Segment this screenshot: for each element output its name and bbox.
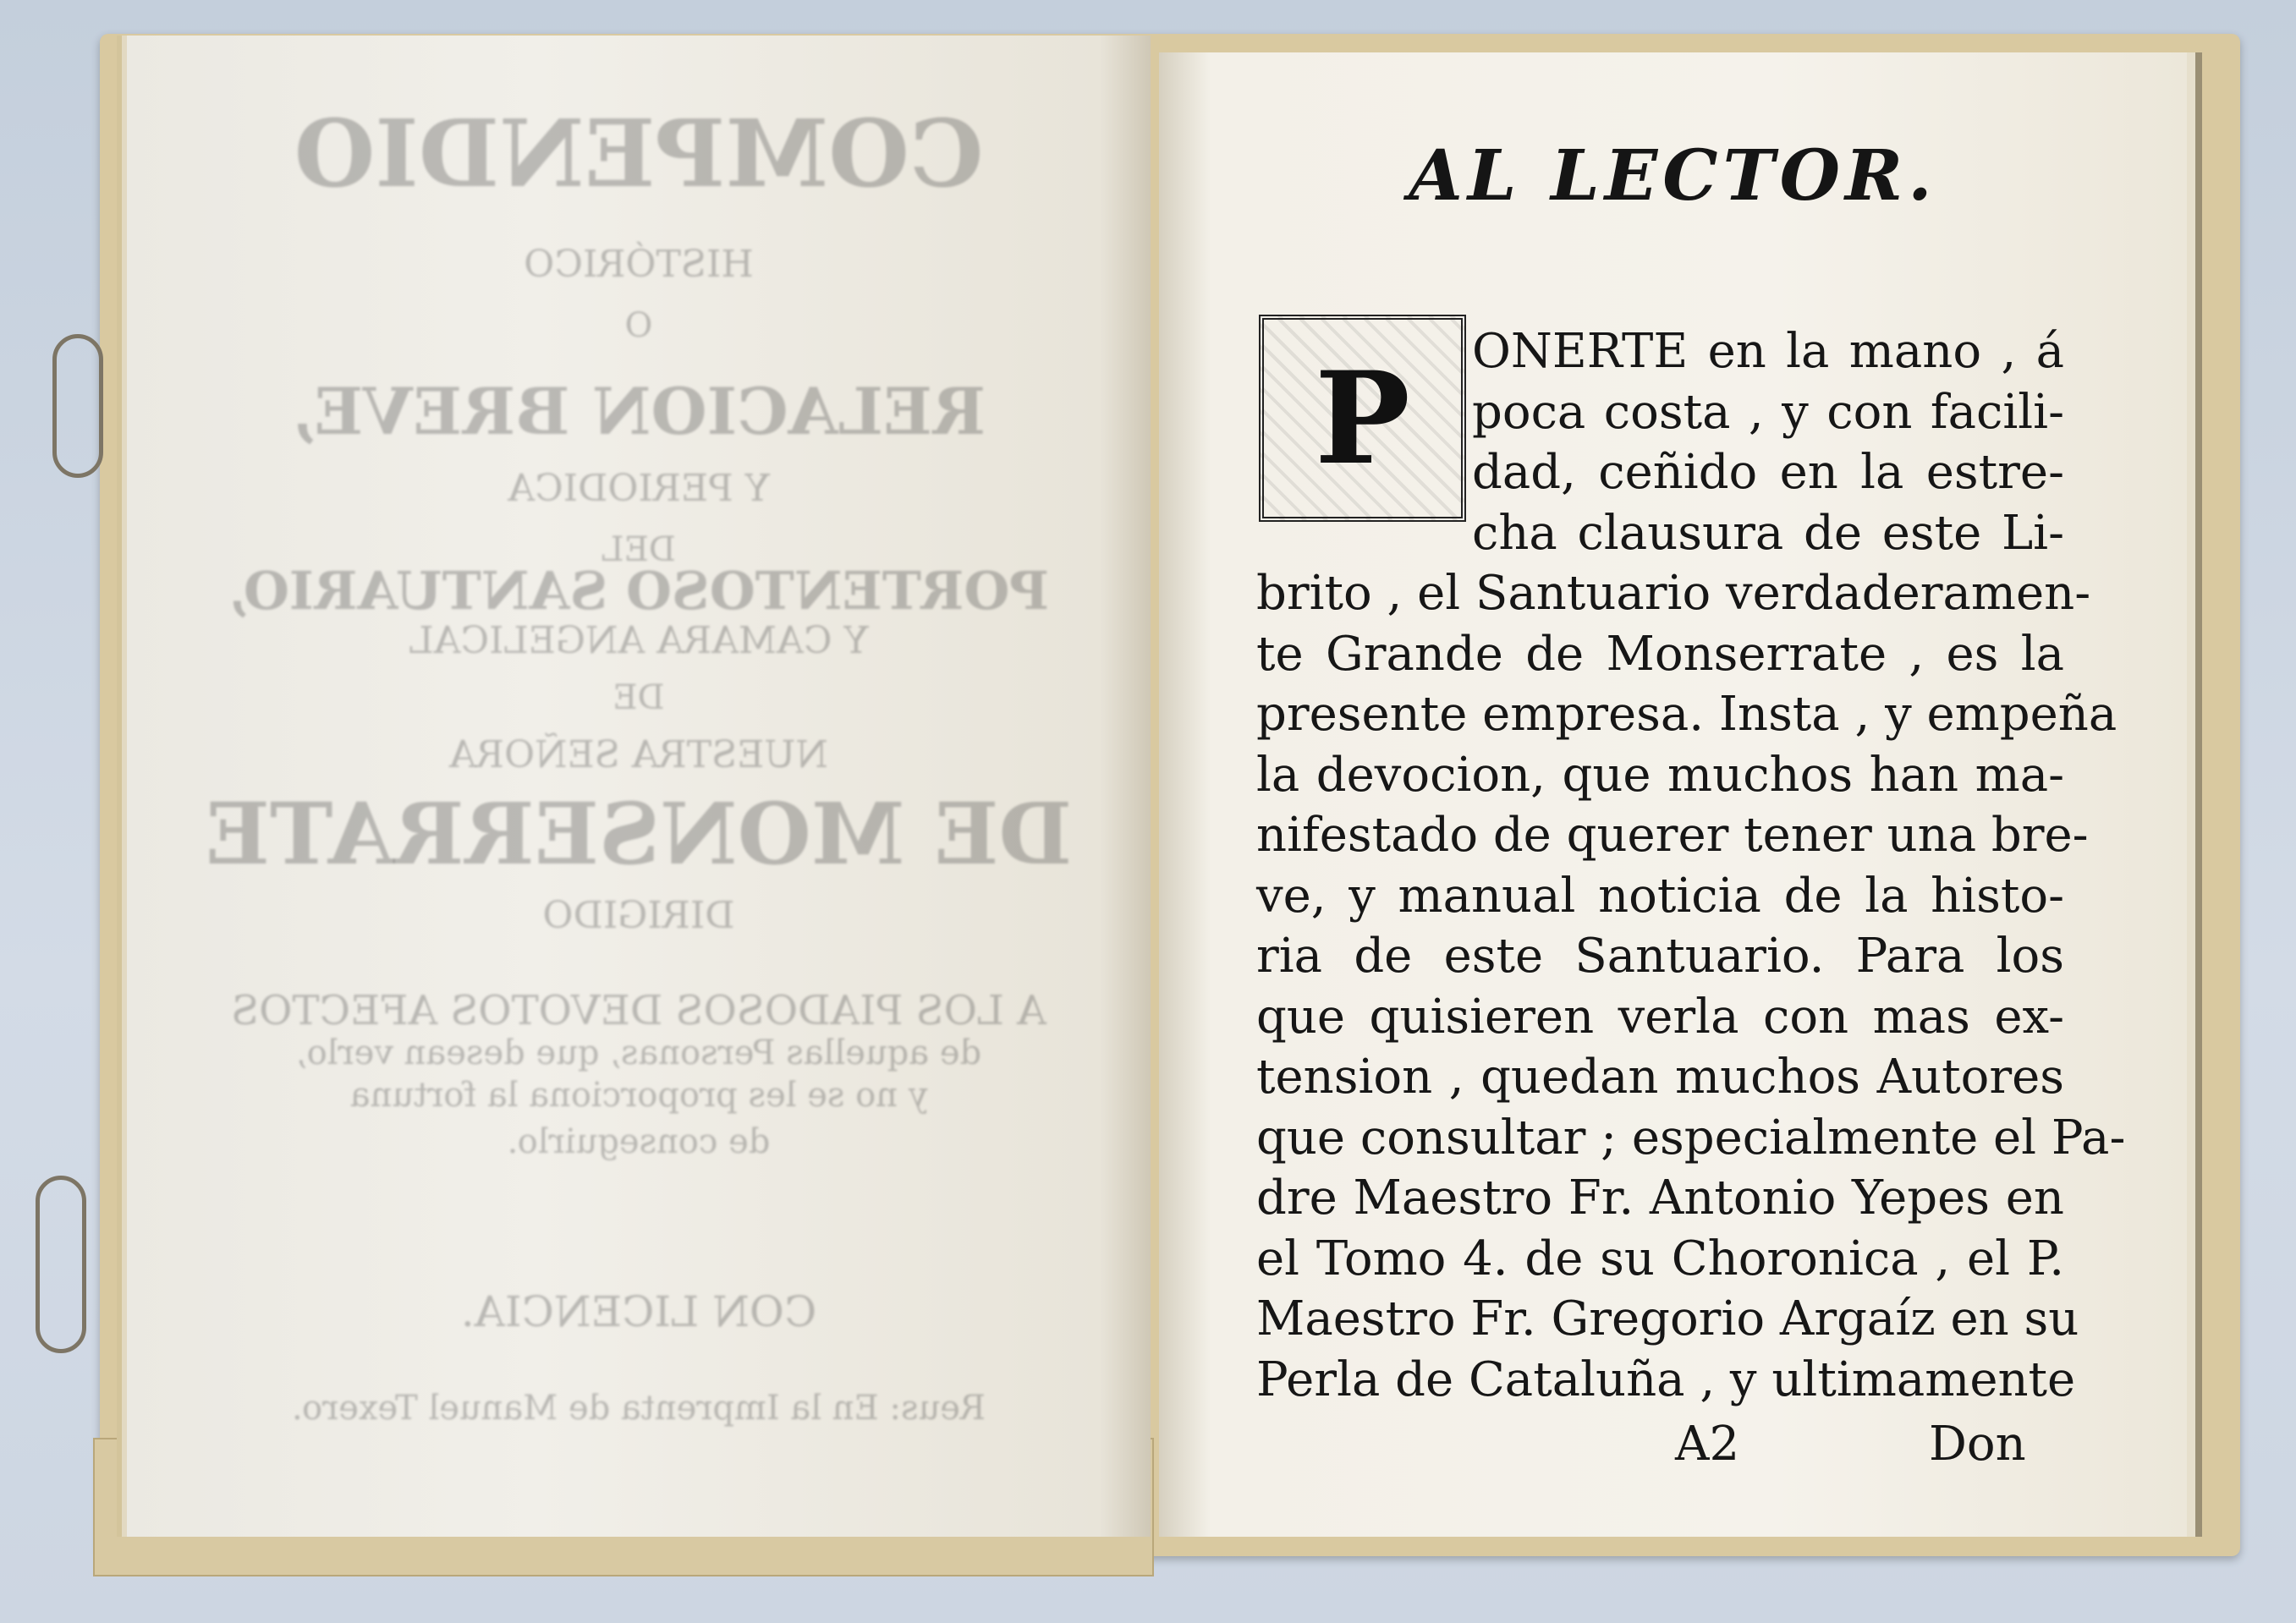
binding-string <box>36 1176 86 1353</box>
show-through-text <box>127 36 1151 1537</box>
text-line: tension , quedan muchos Autores <box>1256 1050 2064 1105</box>
left-page <box>127 36 1151 1537</box>
show-through-line: DEL <box>601 530 676 569</box>
text-line: el Tomo 4. de su Choronica , el P. <box>1256 1231 2064 1286</box>
text-line: que consultar ; especialmente el Pa- <box>1256 1110 2126 1165</box>
page-title: AL LECTOR. <box>1409 135 1937 217</box>
show-through-line: DE MONSERRATE <box>205 784 1073 884</box>
text-line: dad, ceñido en la estre- <box>1472 445 2064 500</box>
show-through-line: de aquellas Personas, que desean verlo, <box>295 1034 982 1072</box>
text-line: dre Maestro Fr. Antonio Yepes en <box>1256 1171 2064 1225</box>
show-through-line: Reus: En la Imprenta de Manuel Texero. <box>291 1389 986 1428</box>
text-line: ria de este Santuario. Para los <box>1256 929 2064 984</box>
show-through-line: HISTÓRICO <box>524 243 754 286</box>
show-through-line: DIRIGIDO <box>542 894 735 937</box>
show-through-line: CON LICENCIA. <box>460 1287 817 1336</box>
text-line: ve, y manual noticia de la histo- <box>1256 868 2064 924</box>
text-line: ONERTE en la mano , á <box>1472 324 2064 379</box>
catchword: Don <box>1929 1417 2026 1472</box>
text-line: nifestado de querer tener una bre- <box>1256 808 2089 863</box>
show-through-line: O <box>624 306 653 345</box>
drop-cap: P <box>1259 315 1466 522</box>
binding-string <box>52 334 103 478</box>
text-line: que quisieren verla con mas ex- <box>1256 989 2064 1045</box>
text-line: presente empresa. Insta , y empeña <box>1256 687 2117 742</box>
text-line: cha clausura de este Li- <box>1472 505 2064 561</box>
show-through-line: PORTENTOSO SANTUARIO, <box>228 560 1050 622</box>
show-through-line: Y PERIODICA <box>508 467 770 510</box>
show-through-line: de conseguirlo. <box>507 1122 771 1161</box>
text-line: Maestro Fr. Gregorio Argaíz en su <box>1256 1291 2079 1346</box>
show-through-line: COMPENDIO <box>294 99 984 208</box>
show-through-line: y no se les proporciona la fortuna <box>349 1076 928 1115</box>
show-through-line: A LOS PIADOSOS DEVOTOS AFECTOS <box>231 987 1046 1034</box>
body-text <box>1256 321 2126 1410</box>
text-line: la devocion, que muchos han ma- <box>1256 747 2064 803</box>
show-through-line: NUESTRA SEÑORA <box>449 733 828 776</box>
signature-mark: A2 <box>1675 1417 1740 1472</box>
text-line: te Grande de Monserrate , es la <box>1256 626 2064 682</box>
text-line: poca costa , y con facili- <box>1472 384 2064 440</box>
show-through-line: DE <box>612 678 665 717</box>
text-line: brito , el Santuario verdaderamen- <box>1256 566 2091 621</box>
text-line: Perla de Cataluña , y ultimamente <box>1256 1352 2076 1407</box>
show-through-line: Y CAMARA ANGELICAL <box>409 619 869 662</box>
show-through-line: RELACION BREVE, <box>291 374 986 449</box>
